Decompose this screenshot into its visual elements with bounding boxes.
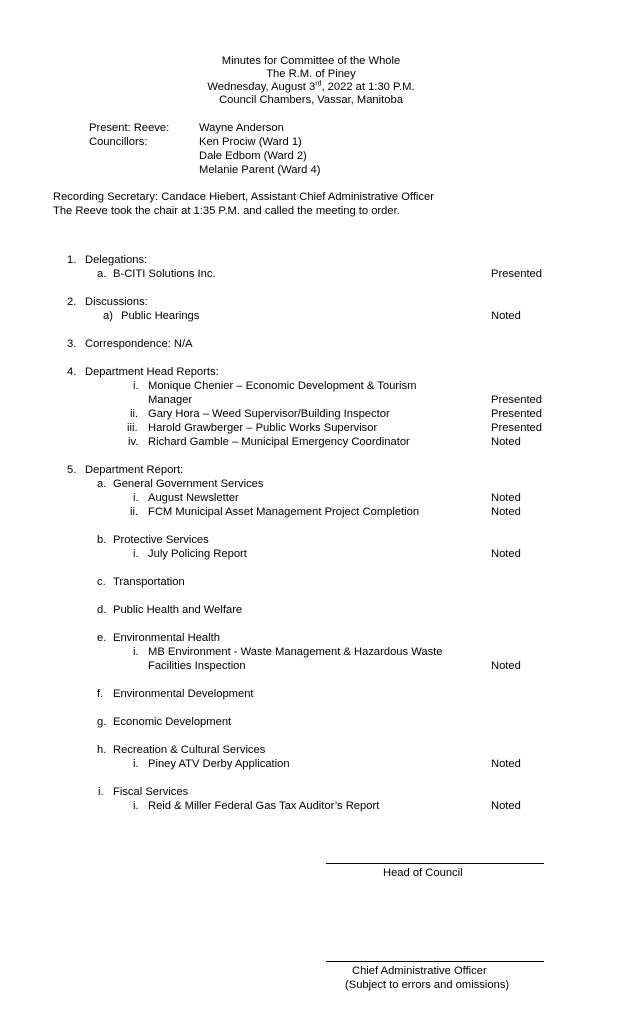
agenda-item: Piney ATV Derby Application bbox=[148, 758, 290, 770]
call-to-order: The Reeve took the chair at 1:35 P.M. and called the meeting to order. bbox=[53, 205, 400, 217]
municipality-name: The R.M. of Piney bbox=[266, 68, 356, 80]
item-status: Presented bbox=[491, 422, 542, 434]
item-marker: i. bbox=[133, 646, 139, 658]
cao-signature-line bbox=[326, 961, 544, 962]
section-number: 2. bbox=[67, 296, 77, 308]
agenda-item: Richard Gamble – Municipal Emergency Coordinator bbox=[148, 436, 410, 448]
subsection-marker: i. bbox=[98, 786, 104, 798]
recording-secretary: Recording Secretary: Candace Hiebert, Assistant Chief Administrative Officer bbox=[53, 191, 434, 203]
item-marker: i. bbox=[133, 800, 139, 812]
subsection-marker: d. bbox=[97, 604, 107, 616]
item-marker: i. bbox=[133, 492, 139, 504]
section-number: 3. bbox=[67, 338, 77, 350]
document-title: Minutes for Committee of the Whole bbox=[221, 55, 401, 67]
subsection-marker: f. bbox=[97, 688, 104, 700]
subsection-marker: g. bbox=[97, 716, 107, 728]
section-title: Correspondence: N/A bbox=[85, 338, 193, 350]
section-title: Discussions: bbox=[85, 296, 148, 308]
item-status: Noted bbox=[491, 492, 521, 504]
item-status: Presented bbox=[491, 268, 542, 280]
item-marker: iv. bbox=[128, 436, 139, 448]
councillor-name: Ken Prociw (Ward 1) bbox=[199, 136, 302, 148]
subsection-title: Transportation bbox=[113, 576, 185, 588]
agenda-item-continued: Facilities Inspection bbox=[148, 660, 246, 672]
section-title: Department Head Reports: bbox=[85, 366, 219, 378]
item-status: Noted bbox=[491, 548, 521, 560]
councillor-name: Dale Edbom (Ward 2) bbox=[199, 150, 307, 162]
errors-omissions-note: (Subject to errors and omissions) bbox=[345, 979, 510, 991]
subsection-title: Protective Services bbox=[113, 534, 209, 546]
item-marker: ii. bbox=[130, 408, 139, 420]
section-number: 4. bbox=[67, 366, 77, 378]
agenda-item: July Policing Report bbox=[148, 548, 247, 560]
agenda-item: Public Hearings bbox=[121, 310, 200, 322]
head-of-council-label: Head of Council bbox=[383, 867, 463, 879]
item-marker: a. bbox=[97, 268, 107, 280]
agenda-item: B-CITI Solutions Inc. bbox=[113, 268, 216, 280]
item-status: Noted bbox=[491, 506, 521, 518]
agenda-item-continued: Manager bbox=[148, 394, 193, 406]
item-status: Presented bbox=[491, 408, 542, 420]
subsection-title: Environmental Health bbox=[113, 632, 220, 644]
item-status: Noted bbox=[491, 660, 521, 672]
item-marker: ii. bbox=[130, 506, 139, 518]
subsection-title: Fiscal Services bbox=[113, 786, 189, 798]
subsection-title: General Government Services bbox=[113, 478, 264, 490]
subsection-marker: b. bbox=[97, 534, 107, 546]
head-of-council-signature-line bbox=[326, 863, 544, 864]
section-number: 5. bbox=[67, 464, 77, 476]
subsection-marker: h. bbox=[97, 744, 107, 756]
section-title: Delegations: bbox=[85, 254, 148, 266]
agenda-item: Gary Hora – Weed Supervisor/Building Inspector bbox=[148, 408, 390, 420]
item-status: Noted bbox=[491, 800, 521, 812]
item-status: Noted bbox=[491, 758, 521, 770]
section-number: 1. bbox=[67, 254, 77, 266]
councillor-name: Melanie Parent (Ward 4) bbox=[199, 164, 321, 176]
item-marker: i. bbox=[133, 380, 139, 392]
agenda-item: Reid & Miller Federal Gas Tax Auditor’s Report bbox=[148, 800, 380, 812]
subsection-title: Environmental Development bbox=[113, 688, 254, 700]
cao-label: Chief Administrative Officer bbox=[352, 965, 487, 977]
reeve-label: Present: Reeve: bbox=[89, 122, 170, 134]
meeting-location: Council Chambers, Vassar, Manitoba bbox=[219, 94, 403, 106]
subsection-title: Economic Development bbox=[113, 716, 232, 728]
subsection-marker: a. bbox=[97, 478, 107, 490]
item-marker: i. bbox=[133, 758, 139, 770]
item-marker: iii. bbox=[127, 422, 138, 434]
meeting-date: Wednesday, August 3rd, 2022 at 1:30 P.M. bbox=[207, 80, 415, 93]
reeve-name: Wayne Anderson bbox=[199, 122, 284, 134]
agenda-item: MB Environment - Waste Management & Hazardous Waste bbox=[148, 646, 443, 658]
subsection-title: Public Health and Welfare bbox=[113, 604, 243, 616]
agenda-item: Monique Chenier – Economic Development & Tourism bbox=[148, 380, 417, 392]
agenda-item: Harold Grawberger – Public Works Supervisor bbox=[148, 422, 378, 434]
item-status: Noted bbox=[491, 436, 521, 448]
section-title: Department Report: bbox=[85, 464, 184, 476]
item-status: Noted bbox=[491, 310, 521, 322]
councillors-label: Councillors: bbox=[89, 136, 148, 148]
subsection-marker: e. bbox=[97, 632, 107, 644]
agenda-item: August Newsletter bbox=[148, 492, 239, 504]
item-marker: a) bbox=[103, 310, 113, 322]
agenda-item: FCM Municipal Asset Management Project Completion bbox=[148, 506, 420, 518]
item-marker: i. bbox=[133, 548, 139, 560]
item-status: Presented bbox=[491, 394, 542, 406]
subsection-title: Recreation & Cultural Services bbox=[113, 744, 266, 756]
subsection-marker: c. bbox=[97, 576, 106, 588]
